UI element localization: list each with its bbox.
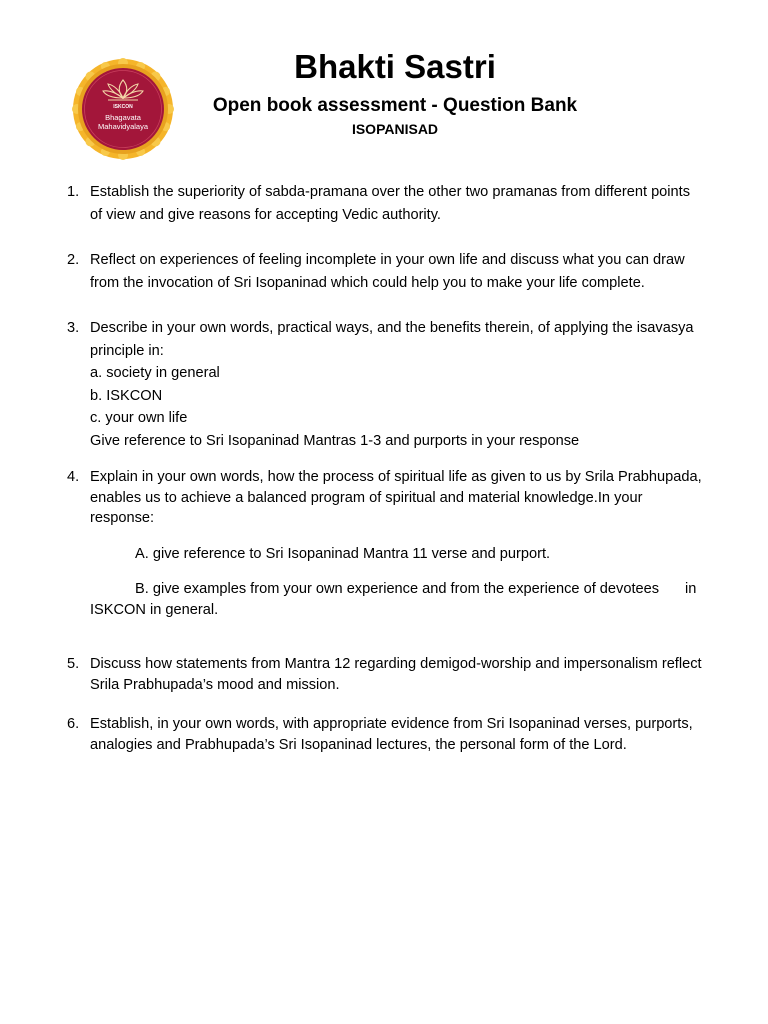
- question-sub-item: a. society in general: [90, 365, 220, 381]
- question-text-line: Srila Prabhupada’s mood and mission.: [90, 676, 340, 693]
- question-2: [60, 249, 728, 294]
- question-4-sub-b-text: B. give examples from your own experience and from the experience of devotees: [135, 581, 660, 597]
- question-4: [60, 467, 728, 620]
- question-text-line: Describe in your own words, practical ways, and the benefits therein, of applying the isavasya: [90, 320, 694, 336]
- svg-text:ISKCON: ISKCON: [113, 104, 133, 110]
- svg-text:Bhagavata: Bhagavata: [105, 113, 141, 122]
- question-text-line: from the invocation of Sri Isopaninad which could help you to make your life complete.: [90, 274, 645, 291]
- question-text-line: Establish the superiority of sabda-pramana over the other two pramanas from different points: [90, 184, 691, 200]
- question-text-line: principle in:: [90, 342, 164, 359]
- question-number: 6.: [67, 716, 80, 732]
- question-4-sub-b-line-2: ISKCON in general.: [90, 601, 219, 618]
- question-text-line: Establish, in your own words, with appropriate evidence from Sri Isopaninad verses, purports,: [90, 716, 693, 732]
- svg-text:Mahavidyalaya: Mahavidyalaya: [97, 122, 149, 131]
- question-text-line: of view and give reasons for accepting Vedic authority.: [90, 206, 441, 223]
- question-sub-item: b. ISKCON: [90, 387, 163, 404]
- question-number: 5.: [67, 656, 80, 672]
- document-header: [190, 46, 600, 138]
- question-text-line: Reflect on experiences of feeling incomplete in your own life and discuss what you can draw: [90, 252, 685, 268]
- document-subject: ISOPANISAD: [351, 121, 439, 137]
- question-text-line: Discuss how statements from Mantra 12 regarding demigod-worship and impersonalism reflect: [90, 656, 702, 672]
- question-6: [60, 714, 728, 755]
- iskcon-bhagavata-mahavidyalaya-logo: [72, 58, 174, 160]
- question-text-line: Explain in your own words, how the process of spiritual life as given to us by Srila Prabhupada,: [90, 469, 702, 485]
- question-list: [60, 181, 728, 755]
- document-title: Bhakti Sastri: [294, 48, 496, 85]
- question-text-line: enables us to achieve a balanced program of spiritual and material knowledge.In your: [90, 489, 643, 506]
- question-text-line: Give reference to Sri Isopaninad Mantras 1-3 and purports in your response: [90, 432, 580, 449]
- question-number: 1.: [67, 184, 80, 200]
- question-4-sub-b: [90, 579, 728, 620]
- document-subtitle: Open book assessment - Question Bank: [212, 95, 578, 116]
- question-number: 3.: [67, 320, 80, 336]
- question-4-sub-b-line: [90, 579, 728, 600]
- logo-seal-icon: [72, 58, 174, 160]
- question-sub-item: c. your own life: [90, 410, 188, 426]
- question-number: 2.: [67, 252, 80, 268]
- question-3: [60, 317, 728, 452]
- question-text-line: analogies and Prabhupada’s Sri Isopaninad lectures, the personal form of the Lord.: [90, 736, 627, 753]
- question-5: [60, 654, 728, 695]
- question-4-sub-a: A. give reference to Sri Isopaninad Mantra 11 verse and purport.: [135, 545, 551, 562]
- question-text-line: response:: [90, 510, 155, 526]
- question-number: 4.: [67, 469, 80, 485]
- question-4-sub-b-text-end: in: [685, 581, 697, 597]
- question-1: [60, 181, 728, 226]
